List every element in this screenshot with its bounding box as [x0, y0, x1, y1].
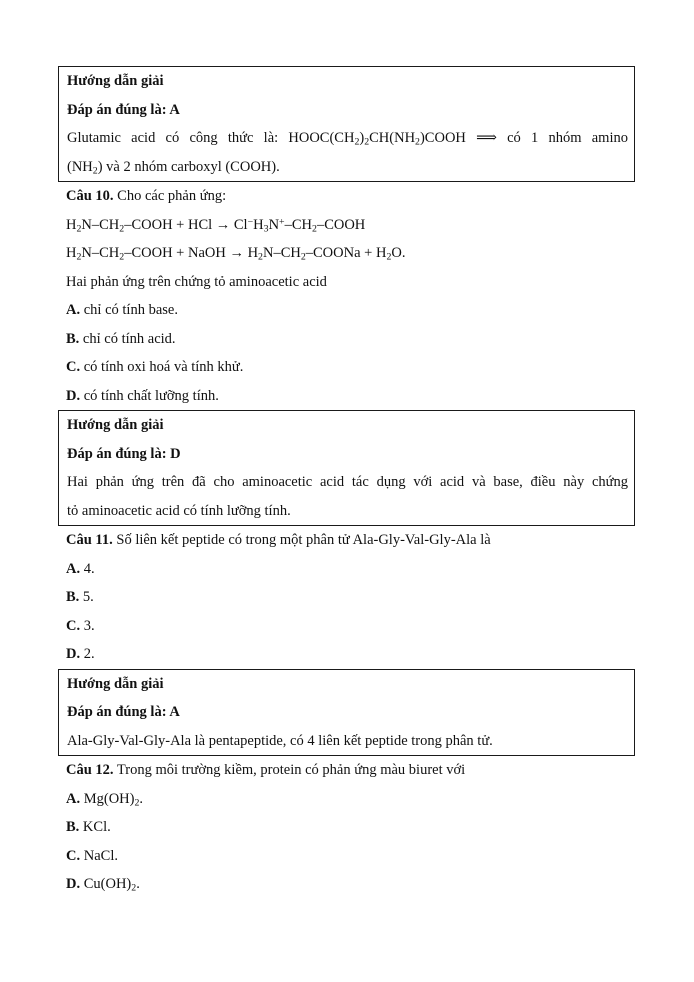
option-text: 5.: [82, 589, 94, 605]
option-c[interactable]: [58, 353, 635, 382]
question-10: [58, 182, 635, 410]
explanation-line: tỏ aminoacetic acid có tính lưỡng tính.: [67, 502, 291, 519]
solution-heading: Hướng dẫn giải: [67, 675, 164, 692]
option-letter: C.: [66, 847, 81, 864]
option-d[interactable]: [58, 382, 635, 411]
option-d[interactable]: [58, 640, 635, 669]
question-stem: [58, 526, 635, 555]
option-letter: A.: [66, 560, 81, 577]
option-letter: D.: [66, 646, 81, 662]
option-text: có tính chất lưỡng tính.: [83, 387, 219, 404]
option-letter: B.: [66, 819, 80, 835]
option-text: KCl.: [82, 819, 111, 835]
explanation-line: $(NH_2)$ và 2 nhóm carboxyl (COOH).: [67, 158, 280, 176]
question-stem-continued: Hai phản ứng trên chứng tỏ aminoacetic acid: [66, 273, 327, 290]
document-page: [58, 66, 635, 899]
option-a[interactable]: [58, 785, 635, 814]
explanation-line: Ala-Gly-Val-Gly-Ala là pentapeptide, có 4 liên kết peptide trong phân tử.: [67, 732, 493, 749]
question-11: [58, 526, 635, 669]
option-b[interactable]: [58, 813, 635, 842]
option-d[interactable]: [58, 870, 635, 899]
option-b[interactable]: [58, 325, 635, 354]
option-text: NaCl.: [83, 847, 118, 864]
option-letter: C.: [66, 359, 81, 375]
solution-heading: Hướng dẫn giải: [67, 417, 164, 433]
solution-box-q10: [58, 410, 635, 526]
option-letter: A.: [66, 790, 81, 807]
question-number: Câu 10.: [66, 188, 114, 204]
option-a[interactable]: [58, 296, 635, 325]
correct-answer: Đáp án đúng là: A: [67, 704, 180, 720]
reaction-line: $H_2N-CH_2$–COOH + HCl → $Cl^-H_3N^+-CH_2$–COOH: [66, 216, 366, 234]
option-text: chỉ có tính base.: [83, 302, 178, 318]
question-text: Cho các phản ứng:: [117, 188, 227, 204]
question-text: Số liên kết peptide có trong một phân tử Ala-Gly-Val-Gly-Ala là: [116, 532, 491, 548]
option-c[interactable]: [58, 612, 635, 641]
question-12: [58, 756, 635, 899]
question-stem: [58, 182, 635, 211]
option-text: 2.: [83, 646, 95, 662]
option-text: $Mg(OH)_2$.: [83, 790, 144, 808]
question-text: Trong môi trường kiềm, protein có phản ứng màu biuret với: [116, 762, 466, 778]
question-number: Câu 11.: [66, 532, 113, 548]
option-letter: D.: [66, 387, 81, 404]
option-letter: C.: [66, 617, 81, 634]
option-c[interactable]: [58, 842, 635, 871]
option-text: $Cu(OH)_2$.: [83, 876, 140, 894]
correct-answer: Đáp án đúng là: D: [67, 445, 181, 462]
correct-answer: Đáp án đúng là: A: [67, 101, 180, 118]
option-b[interactable]: [58, 583, 635, 612]
solution-box-q11: [58, 669, 635, 757]
solution-box-q9: [58, 66, 635, 182]
option-text: chỉ có tính acid.: [82, 330, 176, 347]
reaction-line: $H_2N-CH_2$–COOH + NaOH → $H_2N-CH_2$–COONa + $H_2O$.: [66, 245, 406, 263]
question-stem: [58, 756, 635, 785]
option-letter: B.: [66, 330, 80, 347]
option-letter: D.: [66, 876, 81, 892]
option-letter: B.: [66, 589, 80, 605]
option-letter: A.: [66, 302, 81, 318]
option-text: 4.: [83, 560, 95, 577]
option-text: có tính oxi hoá và tính khử.: [83, 359, 244, 375]
solution-heading: Hướng dẫn giải: [67, 73, 164, 89]
option-text: 3.: [83, 617, 95, 634]
explanation-line: Hai phản ứng trên đã cho aminoacetic acid tác dụng với acid và base, điều này chứng: [67, 474, 628, 490]
option-a[interactable]: [58, 555, 635, 584]
question-number: Câu 12.: [66, 762, 114, 778]
explanation-line: Glutamic acid có công thức là: $HOOC(CH_2)_2CH(NH_2)COOH$ ⟹ có 1 nhóm amino: [67, 130, 628, 148]
